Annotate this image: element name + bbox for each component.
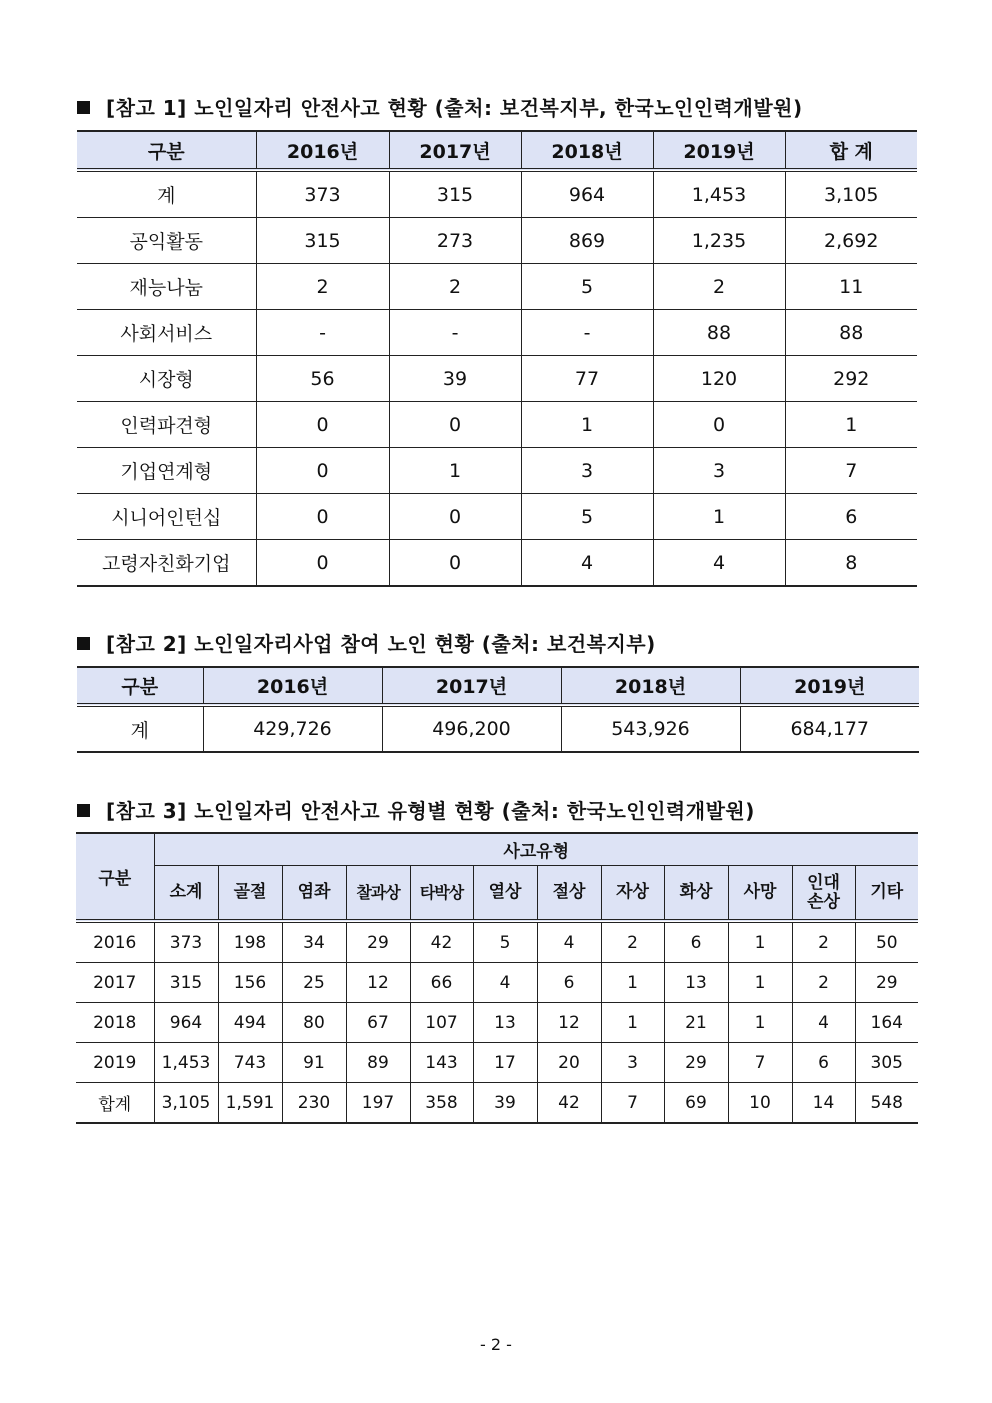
- cell: 6: [792, 1043, 855, 1083]
- cell: 69: [664, 1083, 728, 1124]
- cell: 14: [792, 1083, 855, 1124]
- header-cell: 2018년: [521, 131, 653, 170]
- cell: 3: [653, 448, 785, 494]
- row-label: 시니어인턴십: [77, 494, 256, 540]
- header-cell: 자상: [601, 866, 664, 922]
- cell: 80: [282, 1003, 346, 1043]
- row-label: 2018: [76, 1003, 154, 1043]
- row-label: 계: [77, 170, 256, 218]
- row-label: 2017: [76, 963, 154, 1003]
- participants-table: [77, 666, 919, 753]
- cell: 1,453: [154, 1043, 218, 1083]
- cell: 0: [256, 402, 389, 448]
- cell: 4: [473, 963, 537, 1003]
- cell: 2,692: [785, 218, 917, 264]
- row-label: 시장형: [77, 356, 256, 402]
- cell: 13: [664, 963, 728, 1003]
- cell: 77: [521, 356, 653, 402]
- cell: 3: [601, 1043, 664, 1083]
- cell: 11: [785, 264, 917, 310]
- cell: 743: [218, 1043, 282, 1083]
- cell: 292: [785, 356, 917, 402]
- cell: 1: [728, 963, 792, 1003]
- cell: 120: [653, 356, 785, 402]
- cell: 2: [792, 921, 855, 963]
- cell: 494: [218, 1003, 282, 1043]
- header-cell: 소계: [154, 866, 218, 922]
- cell: 7: [785, 448, 917, 494]
- cell: 2: [256, 264, 389, 310]
- cell: 2: [792, 963, 855, 1003]
- header-cell: 구분: [77, 667, 203, 705]
- cell: 89: [346, 1043, 410, 1083]
- row-label: 2019: [76, 1043, 154, 1083]
- cell: 198: [218, 921, 282, 963]
- header-cell: 구분: [77, 131, 256, 170]
- table-row: [76, 1083, 918, 1124]
- cell: 4: [537, 921, 601, 963]
- table-row: [77, 494, 917, 540]
- table-row: [76, 921, 918, 963]
- cell: 496,200: [382, 705, 561, 752]
- cell: 67: [346, 1003, 410, 1043]
- header-cell: 2016년: [256, 131, 389, 170]
- header-cell: 2019년: [740, 667, 919, 705]
- cell: 3: [521, 448, 653, 494]
- header-cell: 기타: [855, 866, 918, 922]
- cell: 964: [154, 1003, 218, 1043]
- cell: 5: [521, 494, 653, 540]
- cell: 8: [785, 540, 917, 587]
- table-row: [77, 264, 917, 310]
- ref1-title-text: [참고 1] 노인일자리 안전사고 현황 (출처: 보건복지부, 한국노인인력개발원): [106, 96, 803, 120]
- header-cell: 찰과상: [346, 866, 410, 922]
- cell: 315: [154, 963, 218, 1003]
- row-label: 공익활동: [77, 218, 256, 264]
- row-label: 기업연계형: [77, 448, 256, 494]
- cell: 373: [154, 921, 218, 963]
- cell: 429,726: [203, 705, 382, 752]
- cell: 0: [653, 402, 785, 448]
- cell: 230: [282, 1083, 346, 1124]
- cell: 88: [785, 310, 917, 356]
- square-bullet-icon: [77, 101, 90, 114]
- table-header-row: [77, 667, 919, 705]
- cell: 2: [601, 921, 664, 963]
- cell: 6: [664, 921, 728, 963]
- cell: 543,926: [561, 705, 740, 752]
- cell: 1: [389, 448, 521, 494]
- cell: 10: [728, 1083, 792, 1124]
- cell: 1: [785, 402, 917, 448]
- cell: 3,105: [154, 1083, 218, 1124]
- cell: 21: [664, 1003, 728, 1043]
- table-header-row: [77, 131, 917, 170]
- cell: 1: [601, 963, 664, 1003]
- cell: 373: [256, 170, 389, 218]
- header-cell: 2019년: [653, 131, 785, 170]
- cell: 56: [256, 356, 389, 402]
- cell: 358: [410, 1083, 473, 1124]
- header-cell: 2016년: [203, 667, 382, 705]
- cell: 6: [785, 494, 917, 540]
- cell: 39: [473, 1083, 537, 1124]
- table-row: [77, 356, 917, 402]
- cell: 29: [664, 1043, 728, 1083]
- cell: 548: [855, 1083, 918, 1124]
- table-row: [77, 705, 919, 752]
- row-header-cell: 구분: [76, 833, 154, 921]
- cell: 29: [855, 963, 918, 1003]
- cell: 0: [256, 448, 389, 494]
- page-number: - 2 -: [480, 1335, 512, 1354]
- cell: 1,453: [653, 170, 785, 218]
- cell: 5: [521, 264, 653, 310]
- cell: 2: [389, 264, 521, 310]
- header-cell-ligament: [792, 866, 855, 922]
- section-title-ref1: [77, 92, 803, 121]
- cell: 1: [601, 1003, 664, 1043]
- table-row: [77, 402, 917, 448]
- header-cell: 열상: [473, 866, 537, 922]
- header-line: 인대: [807, 872, 840, 893]
- row-label: 재능나눔: [77, 264, 256, 310]
- cell: 156: [218, 963, 282, 1003]
- ref3-title-text: [참고 3] 노인일자리 안전사고 유형별 현황 (출처: 한국노인인력개발원): [106, 799, 755, 823]
- cell: 91: [282, 1043, 346, 1083]
- cell: 3,105: [785, 170, 917, 218]
- cell: -: [256, 310, 389, 356]
- cell: 5: [473, 921, 537, 963]
- cell: 1,591: [218, 1083, 282, 1124]
- accident-type-table: [76, 832, 918, 1124]
- cell: 7: [728, 1043, 792, 1083]
- table-row: [77, 540, 917, 587]
- table-row: [76, 963, 918, 1003]
- cell: 2: [653, 264, 785, 310]
- cell: 66: [410, 963, 473, 1003]
- section-title-ref3: [77, 795, 755, 824]
- header-cell: 2018년: [561, 667, 740, 705]
- header-cell: 2017년: [382, 667, 561, 705]
- cell: 29: [346, 921, 410, 963]
- header-cell: 합 계: [785, 131, 917, 170]
- table-row: [76, 1003, 918, 1043]
- cell: 0: [389, 402, 521, 448]
- cell: 0: [389, 494, 521, 540]
- header-line: 손상: [807, 891, 840, 912]
- header-cell: 타박상: [410, 866, 473, 922]
- cell: 869: [521, 218, 653, 264]
- cell: 12: [537, 1003, 601, 1043]
- group-header-cell: 사고유형: [154, 833, 918, 866]
- table-row: [77, 170, 917, 218]
- square-bullet-icon: [77, 804, 90, 817]
- header-cell: 골절: [218, 866, 282, 922]
- row-label: 계: [77, 705, 203, 752]
- cell: 1,235: [653, 218, 785, 264]
- cell: 964: [521, 170, 653, 218]
- row-label: 사회서비스: [77, 310, 256, 356]
- cell: 197: [346, 1083, 410, 1124]
- cell: 4: [653, 540, 785, 587]
- header-cell: 절상: [537, 866, 601, 922]
- cell: 88: [653, 310, 785, 356]
- cell: 315: [256, 218, 389, 264]
- cell: 34: [282, 921, 346, 963]
- cell: 305: [855, 1043, 918, 1083]
- header-cell: 2017년: [389, 131, 521, 170]
- cell: 0: [256, 540, 389, 587]
- row-label: 2016: [76, 921, 154, 963]
- cell: 17: [473, 1043, 537, 1083]
- cell: 143: [410, 1043, 473, 1083]
- table-row: [77, 310, 917, 356]
- accident-status-table: [77, 130, 917, 587]
- cell: 684,177: [740, 705, 919, 752]
- cell: 0: [256, 494, 389, 540]
- table-header-row: [76, 866, 918, 922]
- cell: 42: [410, 921, 473, 963]
- cell: 4: [521, 540, 653, 587]
- cell: -: [521, 310, 653, 356]
- cell: 315: [389, 170, 521, 218]
- cell: 39: [389, 356, 521, 402]
- row-label: 고령자친화기업: [77, 540, 256, 587]
- cell: 6: [537, 963, 601, 1003]
- row-label: 합계: [76, 1083, 154, 1124]
- cell: 25: [282, 963, 346, 1003]
- cell: 1: [728, 1003, 792, 1043]
- cell: 7: [601, 1083, 664, 1124]
- cell: 107: [410, 1003, 473, 1043]
- cell: 20: [537, 1043, 601, 1083]
- cell: 42: [537, 1083, 601, 1124]
- row-label: 인력파견형: [77, 402, 256, 448]
- cell: 1: [521, 402, 653, 448]
- cell: 50: [855, 921, 918, 963]
- table-row: [77, 448, 917, 494]
- table-header-row: [76, 833, 918, 866]
- table-row: [76, 1043, 918, 1083]
- header-cell: 염좌: [282, 866, 346, 922]
- ref2-title-text: [참고 2] 노인일자리사업 참여 노인 현황 (출처: 보건복지부): [106, 632, 656, 656]
- header-cell: 화상: [664, 866, 728, 922]
- cell: 164: [855, 1003, 918, 1043]
- section-title-ref2: [77, 628, 656, 657]
- cell: 1: [653, 494, 785, 540]
- cell: 12: [346, 963, 410, 1003]
- cell: 0: [389, 540, 521, 587]
- cell: 1: [728, 921, 792, 963]
- cell: 4: [792, 1003, 855, 1043]
- cell: 13: [473, 1003, 537, 1043]
- cell: -: [389, 310, 521, 356]
- table-row: [77, 218, 917, 264]
- header-cell: 사망: [728, 866, 792, 922]
- cell: 273: [389, 218, 521, 264]
- square-bullet-icon: [77, 637, 90, 650]
